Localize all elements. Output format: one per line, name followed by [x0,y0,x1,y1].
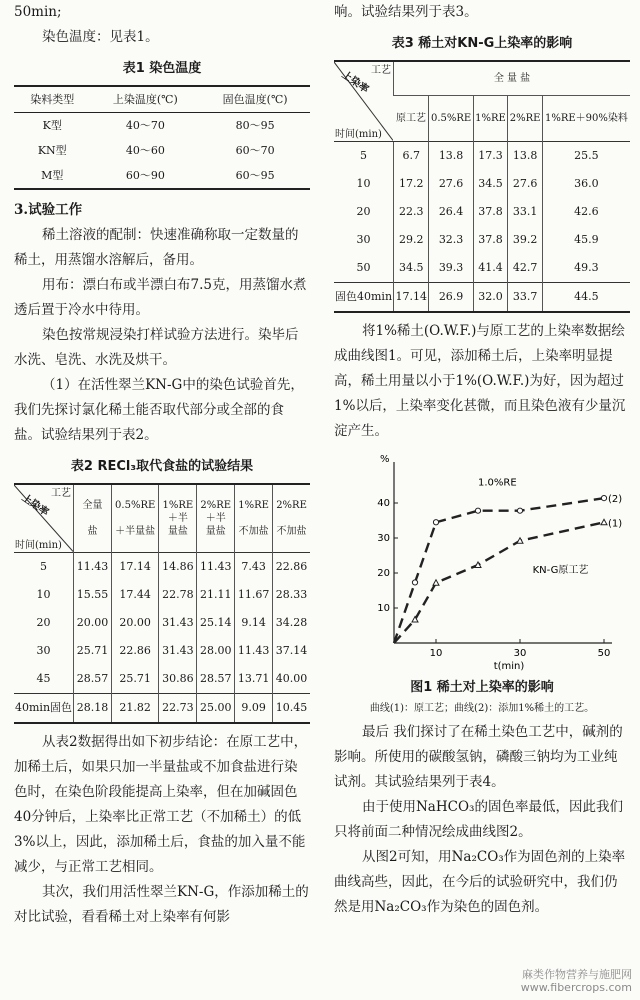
table3-cell: 36.0 [542,170,630,198]
table3-cell: 17.14 [394,282,429,312]
table2-cell: 20.00 [74,609,112,637]
table3-row [334,198,630,226]
table3-cell: 39.2 [508,226,543,254]
table3-header: 原工艺 [395,112,426,124]
table2-cell: 11.43 [74,552,112,581]
table2-header-line: 量盐 [167,525,188,537]
table2-header-line [236,512,271,525]
solution-paragraph: 稀土溶液的配制：快速准确称取一定数量的稀土，用蒸馏水溶解后，备用。 [14,227,299,268]
table1-header: 固色温度(℃) [222,93,288,106]
figure1-caption: 图1 稀土对上染率的影响 [410,679,554,695]
table3-group-header: 全 量 盐 [394,61,630,95]
table3-cell: 20 [356,205,371,218]
left-column [14,0,310,930]
table3-cell: 34.5 [394,254,429,283]
table2-cell: 11.67 [235,581,273,609]
dyeing-paragraph: 染色按常规浸染打样试验方法进行。染毕后水洗、皂洗、水洗及烘干。 [14,327,299,368]
series-end-label: (1) [608,517,623,529]
table2-header-line: 2%RE [200,499,232,511]
table3-row [334,282,630,312]
table2-cell: 15.55 [74,581,112,609]
table2-cell: 9.14 [235,609,273,637]
table3-cell: 49.3 [542,254,630,283]
table2-cell: 40.00 [273,665,310,694]
table3-cell: 30 [356,233,371,246]
experiment1-paragraph: （1）在活性翠兰KN-G中的染色试验首先，我们先探讨氯化稀土能否取代部分或全部的食盐。试验结果列于表2。 [14,377,304,443]
table2-cell: 21.82 [111,693,158,723]
table2-cell: 37.14 [273,637,310,665]
table3-cell: 42.7 [508,254,543,283]
table2-row [14,609,310,637]
y-tick-label: 20 [377,567,390,579]
table3-row [334,226,630,254]
table3-cell: 33.1 [508,198,543,226]
table3-cell: 45.9 [542,226,630,254]
table2-corner: 工艺 上染率 时间(min) [14,484,74,552]
table2-cell: 11.43 [235,637,273,665]
table3-header: 1%RE [473,95,508,141]
table3-cell: 42.6 [542,198,630,226]
table2-cell: 22.86 [111,637,158,665]
table3-cell: 26.4 [429,198,473,226]
table2-header-line: 盐 [87,525,98,537]
table2-cell: 22.78 [159,581,197,609]
table3-corner: 工艺 上染率 时间(min) [334,61,394,141]
table1-cell: 40～70 [125,119,165,132]
table1-header: 染料类型 [30,93,75,106]
table1-cell: KN型 [37,144,67,157]
table3-cell: 32.3 [429,226,473,254]
table3-cell: 37.8 [473,226,508,254]
conclusion-paragraph: 从表2数据得出如下初步结论：在原工艺中，加稀土后，如果只加一半量盐或不加食盐进行染色时，在染色阶段能提高上染率，但在加碱固色40分钟后，上染率比正常工艺（不加稀土）的低3%以上，因此，添加稀土后，食盐的加入量不能减少，与正常工艺相同。 [14,733,308,875]
table2-cell: 5 [14,552,74,581]
table2-cell: 25.71 [111,665,158,694]
table1-row [14,138,310,163]
data-point [517,537,523,543]
table1-cell: 60～70 [235,144,275,157]
table3-header: 0.5%RE [429,95,473,141]
data-point [601,519,607,525]
dye-temp-paragraph: 染色温度：见表1。 [42,29,159,45]
table3-header: 2%RE [508,95,543,141]
table2-cell: 28.18 [74,693,112,723]
next-paragraph: 其次，我们用活性翠兰KN-G，作添加稀土的对比试验，看看稀土对上染率有何影 [14,883,309,925]
series-end-label: (2) [608,493,623,505]
table2-cell: 20 [36,616,51,629]
table3-cell: 44.5 [542,282,630,312]
series-name-label: 1.0%RE [478,477,517,488]
figure2-paragraph: 从图2可知，用Na₂CO₃作为固色剂的上染率曲线高些，因此，在今后的试验研究中，我们仍然是用Na₂CO₃作为染色的固色剂。 [334,848,626,915]
table3-row [334,170,630,198]
table3-cell: 26.9 [429,282,473,312]
table1-row [14,113,310,139]
section3-title: 3.试验工作 [14,202,83,218]
table2-cell: 30.86 [159,665,197,694]
table2-header-line: 2%RE [276,499,307,511]
figure1-chart [334,448,630,673]
table2-cell: 9.09 [235,693,273,723]
table3-row [334,254,630,283]
table2-cell: 25.00 [197,693,235,723]
table2-cell: 25.71 [74,637,112,665]
table2-cell: 11.43 [197,552,235,581]
figure1-legend: 曲线(1)：原工艺；曲线(2)：添加1%稀土的工艺。 [369,702,595,714]
top-fragment: 50min; [14,4,62,20]
data-point [475,508,480,513]
table3-header: 1%RE＋90%染料 [542,95,630,141]
table2-cell: 13.71 [235,665,273,694]
table3-cell: 13.8 [508,141,543,170]
series-line [394,522,604,643]
table1-row [14,163,310,189]
table2-row [14,665,310,694]
table3-cell: 34.5 [473,170,508,198]
table3-cell: 17.3 [473,141,508,170]
table2-cell: 25.14 [197,609,235,637]
table2-cell: 17.44 [111,581,158,609]
table1-header: 上染温度(℃) [112,93,178,106]
table2-cell: 34.28 [273,609,310,637]
table3-cell: 6.7 [394,141,429,170]
data-point [412,579,417,584]
table2-header-line [274,512,309,525]
table3-cell: 50 [356,261,371,274]
table2-cell: 21.11 [197,581,235,609]
table2-cell: 30 [36,644,51,657]
table1-cell: 80～95 [235,119,275,132]
table2-header [273,484,310,552]
table2-row [14,637,310,665]
table1-cell: 60～95 [235,169,275,182]
table3 [334,60,630,313]
table2-row [14,581,310,609]
cloth-paragraph: 用布：漂白布或半漂白布7.5克，用蒸馏水煮透后置于冷水中待用。 [14,277,307,318]
table2-cell: 28.57 [197,665,235,694]
table3-cell: 39.3 [429,254,473,283]
table2-header-line [113,512,157,525]
table2-cell: 31.43 [159,637,197,665]
data-point [517,508,522,513]
table3-cell: 29.2 [394,226,429,254]
y-tick-label: 10 [377,602,390,614]
table2-caption: 表2 RECl₃取代食盐的试验结果 [70,459,254,474]
table2-cell: 28.00 [197,637,235,665]
y-tick-label: 40 [377,497,390,509]
table3-cell: 27.6 [508,170,543,198]
table2-header [74,484,112,552]
table2-header-line: 全量 [82,499,103,511]
table3-row [334,141,630,170]
table2-header-line: 0.5%RE [115,499,156,511]
table1-cell: K型 [42,119,62,132]
table3-cell: 41.4 [473,254,508,283]
table2-cell: 22.86 [273,552,310,581]
data-point [433,579,439,585]
table3-cell: 37.8 [473,198,508,226]
x-tick-label: 50 [597,647,611,659]
data-point [601,495,606,500]
table1-cell: M型 [41,169,64,182]
table3-cell: 10 [356,177,371,190]
table2-header-line: ＋半量盐 [115,525,156,537]
table1-cell: 60～90 [125,169,165,182]
table3-caption: 表3 稀土对KN-G上染率的影响 [391,36,573,51]
table2-cell: 17.14 [111,552,158,581]
table1 [14,85,310,190]
table2-header [197,484,235,552]
table1-caption: 表1 染色温度 [122,61,202,76]
right-column [334,0,630,920]
table2-cell: 14.86 [159,552,197,581]
data-point [433,519,438,524]
curve-paragraph: 将1%稀土(O.W.F.)与原工艺的上染率数据绘成曲线图1。可见，添加稀土后，上染率明显提高，稀土用量以小于1%(O.W.F.)为好，因为超过1%以后，上染率变化甚微，而且染色液有少量沉淀产生。 [334,322,626,439]
table3-cell: 17.2 [394,170,429,198]
x-tick-label: 10 [429,647,443,659]
x-axis-label: t(min) [493,660,525,672]
table2-cell: 28.33 [273,581,310,609]
table2-header [111,484,158,552]
table3-cell: 5 [334,141,394,170]
table3-cell: 22.3 [394,198,429,226]
table2 [14,483,310,724]
table3-cell: 27.6 [429,170,473,198]
table2-header-line: 不加盐 [238,525,269,537]
table3-cell: 13.8 [429,141,473,170]
y-tick-label: 30 [377,532,390,544]
table3-cell: 32.0 [473,282,508,312]
table2-cell: 31.43 [159,609,197,637]
table3-cell: 25.5 [542,141,630,170]
table2-header-line: ＋半 [205,512,226,524]
table2-header [159,484,197,552]
table2-cell: 40min固色 [14,693,74,723]
table2-header-line: 1%RE [162,499,194,511]
table2-header-line: 量盐 [205,525,226,537]
watermark: 麻类作物营养与施肥网 www.fibercrops.com [520,968,632,994]
table2-cell: 22.73 [159,693,197,723]
table2-cell: 28.57 [74,665,112,694]
table2-header-line: 1%RE [238,499,269,511]
table2-row [14,552,310,581]
right-top-fragment: 响。试验结果列于表3。 [334,4,478,20]
series-name-label: KN-G原工艺 [532,564,589,576]
table2-header-line [75,512,110,525]
table2-cell: 7.43 [235,552,273,581]
y-axis-label: % [380,453,390,465]
table2-row [14,693,310,723]
table2-header-line: 不加盐 [276,525,307,537]
table2-cell: 45 [36,672,51,685]
table1-cell: 40～60 [125,144,165,157]
table3-cell: 固色40min [334,282,394,312]
table2-cell: 10.45 [273,693,310,723]
table2-cell: 20.00 [111,609,158,637]
last-paragraph: 最后 我们探讨了在稀土染色工艺中，碱剂的影响。所使用的碳酸氢钠，磷酸三钠均为工业纯试剂。其试验结果列于表4。 [334,723,623,790]
nahco3-paragraph: 由于使用NaHCO₃的固色率最低，因此我们只将前面二种情况绘成曲线图2。 [334,798,623,840]
x-tick-label: 30 [513,647,527,659]
table2-header-line: ＋半 [167,512,188,524]
table2-header [235,484,273,552]
table2-cell: 10 [36,588,51,601]
table3-cell: 33.7 [508,282,543,312]
